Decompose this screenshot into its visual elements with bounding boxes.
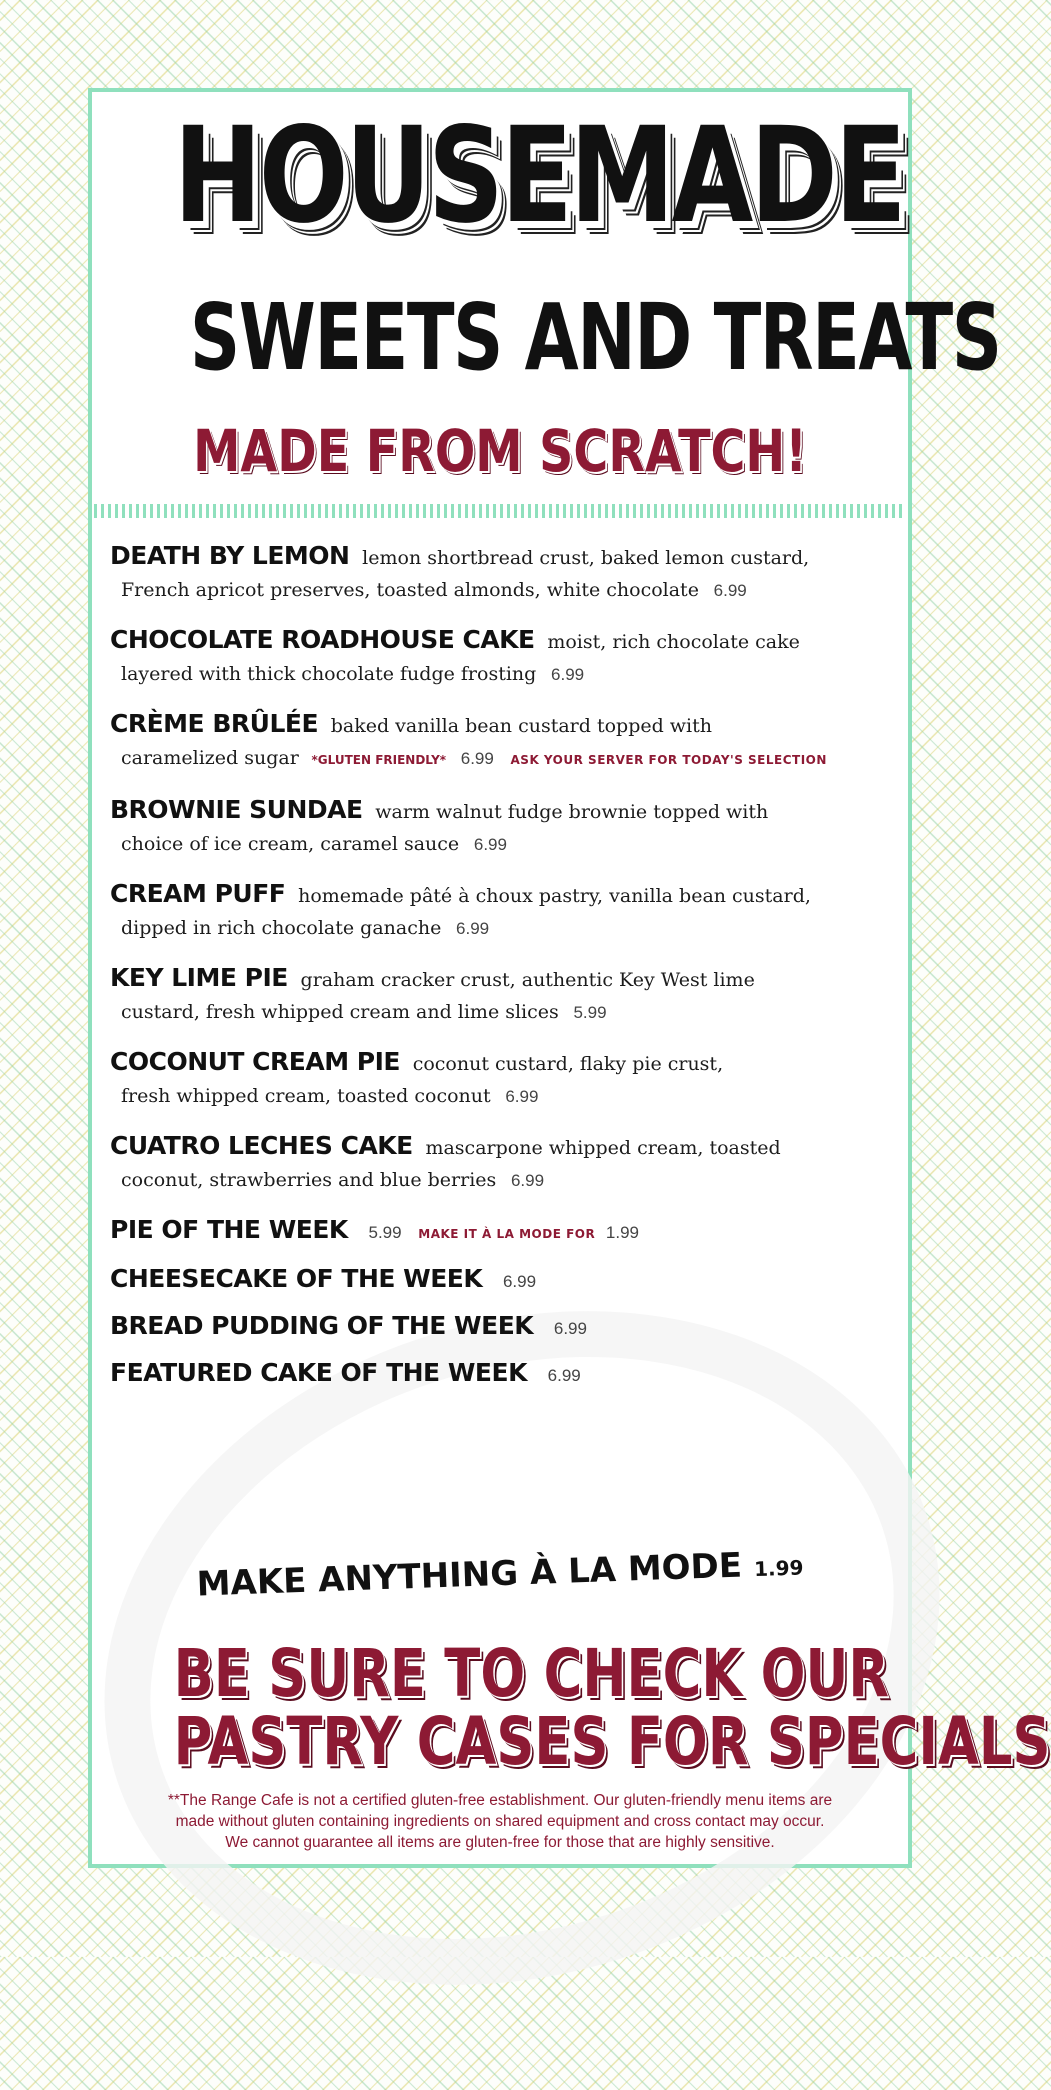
disclaimer-line-3: We cannot guarantee all items are gluten-free for those that are highly sensitive.	[225, 1834, 775, 1851]
item-name: DEATH BY LEMON	[110, 541, 350, 570]
item-description: dipped in rich chocolate ganache	[121, 917, 442, 939]
item-description: custard, fresh whipped cream and lime slices	[121, 1001, 559, 1023]
item-description: caramelized sugar	[121, 747, 299, 769]
item-description: homemade pâté à choux pastry, vanilla bean custard,	[298, 885, 811, 907]
gluten-friendly-tag: *GLUTEN FRIENDLY*	[311, 753, 447, 767]
menu-item-cuatro-leches-cake	[110, 1130, 900, 1196]
item-description: warm walnut fudge brownie topped with	[375, 801, 769, 823]
item-name: CRÈME BRÛLÉE	[110, 709, 319, 738]
pastry-cases-promo	[173, 1635, 1051, 1780]
a-la-mode-price: 1.99	[605, 1223, 639, 1242]
item-name: FEATURED CAKE OF THE WEEK	[110, 1358, 527, 1387]
item-name: CHOCOLATE ROADHOUSE CAKE	[110, 625, 535, 654]
menu-panel	[88, 88, 1051, 1868]
menu-item-bread-pudding-of-the-week	[110, 1310, 900, 1344]
menu-item-cheesecake-of-the-week	[110, 1263, 900, 1297]
item-price: 6.99	[510, 1171, 545, 1190]
menu-item-key-lime-pie	[110, 962, 900, 1028]
item-description: choice of ice cream, caramel sauce	[121, 833, 460, 855]
menu-item-chocolate-roadhouse-cake	[110, 624, 900, 690]
item-description: fresh whipped cream, toasted coconut	[121, 1085, 491, 1107]
item-description: coconut, strawberries and blue berries	[121, 1169, 497, 1191]
menu-item-death-by-lemon	[110, 540, 900, 606]
item-description: graham cracker crust, authentic Key West lime	[300, 969, 755, 991]
a-la-mode-text: MAKE ANYTHING À LA MODE	[196, 1545, 743, 1605]
item-price: 5.99	[368, 1223, 402, 1242]
disclaimer-line-2: made without gluten containing ingredients on shared equipment and cross contact may occur.	[175, 1813, 825, 1830]
pastry-line-1: BE SURE TO CHECK OUR	[173, 1635, 890, 1712]
pastry-line-2: PASTRY CASES FOR SPECIALS	[173, 1703, 1051, 1780]
disclaimer-line-1: **The Range Cafe is not a certified gluten-free establishment. Our gluten-friendly menu items are	[167, 1792, 833, 1809]
menu-item-coconut-cream-pie	[110, 1046, 900, 1112]
item-name: KEY LIME PIE	[110, 963, 288, 992]
item-description: mascarpone whipped cream, toasted	[425, 1137, 781, 1159]
menu-item-featured-cake-of-the-week	[110, 1357, 900, 1391]
tagline-made-from-scratch: MADE FROM SCRATCH!	[193, 417, 807, 485]
item-price: 6.99	[456, 919, 490, 938]
menu-item-cream-puff	[110, 878, 900, 944]
item-name: CUATRO LECHES CAKE	[110, 1131, 413, 1160]
item-price: 6.99	[505, 1087, 539, 1106]
dashed-divider	[94, 504, 906, 518]
a-la-mode-note: MAKE IT À LA MODE FOR	[418, 1227, 596, 1241]
title-housemade: HOUSEMADE	[173, 99, 904, 253]
item-description: coconut custard, flaky pie crust,	[412, 1053, 724, 1075]
item-price: 6.99	[473, 835, 507, 854]
item-price: 6.99	[547, 1366, 581, 1385]
menu-item-pie-of-the-week	[110, 1214, 900, 1250]
selection-note: ASK YOUR SERVER FOR TODAY'S SELECTION	[510, 753, 827, 767]
item-name: PIE OF THE WEEK	[110, 1215, 348, 1244]
item-price: 6.99	[502, 1272, 537, 1291]
dessert-menu-list	[110, 540, 900, 1404]
item-name: BREAD PUDDING OF THE WEEK	[110, 1311, 534, 1340]
item-price: 6.99	[460, 749, 494, 768]
item-name: CREAM PUFF	[110, 879, 286, 908]
item-description: moist, rich chocolate cake	[547, 631, 800, 653]
item-description: lemon shortbread crust, baked lemon custard,	[362, 547, 810, 569]
item-price: 6.99	[713, 581, 747, 600]
menu-item-brownie-sundae	[110, 794, 900, 860]
item-name: CHEESECAKE OF THE WEEK	[110, 1264, 483, 1293]
item-description: layered with thick chocolate fudge frosting	[121, 663, 537, 685]
gluten-disclaimer	[102, 1790, 898, 1853]
item-price: 6.99	[553, 1319, 587, 1338]
item-name: COCONUT CREAM PIE	[110, 1047, 400, 1076]
menu-item-creme-brulee	[110, 708, 900, 776]
a-la-mode-price: 1.99	[753, 1555, 804, 1582]
item-description: baked vanilla bean custard topped with	[330, 715, 713, 737]
item-price: 5.99	[573, 1003, 607, 1022]
subtitle-sweets-and-treats: SWEETS AND TREATS	[189, 284, 1001, 391]
item-description: French apricot preserves, toasted almonds, white chocolate	[121, 579, 699, 601]
item-price: 6.99	[551, 665, 585, 684]
item-name: BROWNIE SUNDAE	[110, 795, 363, 824]
